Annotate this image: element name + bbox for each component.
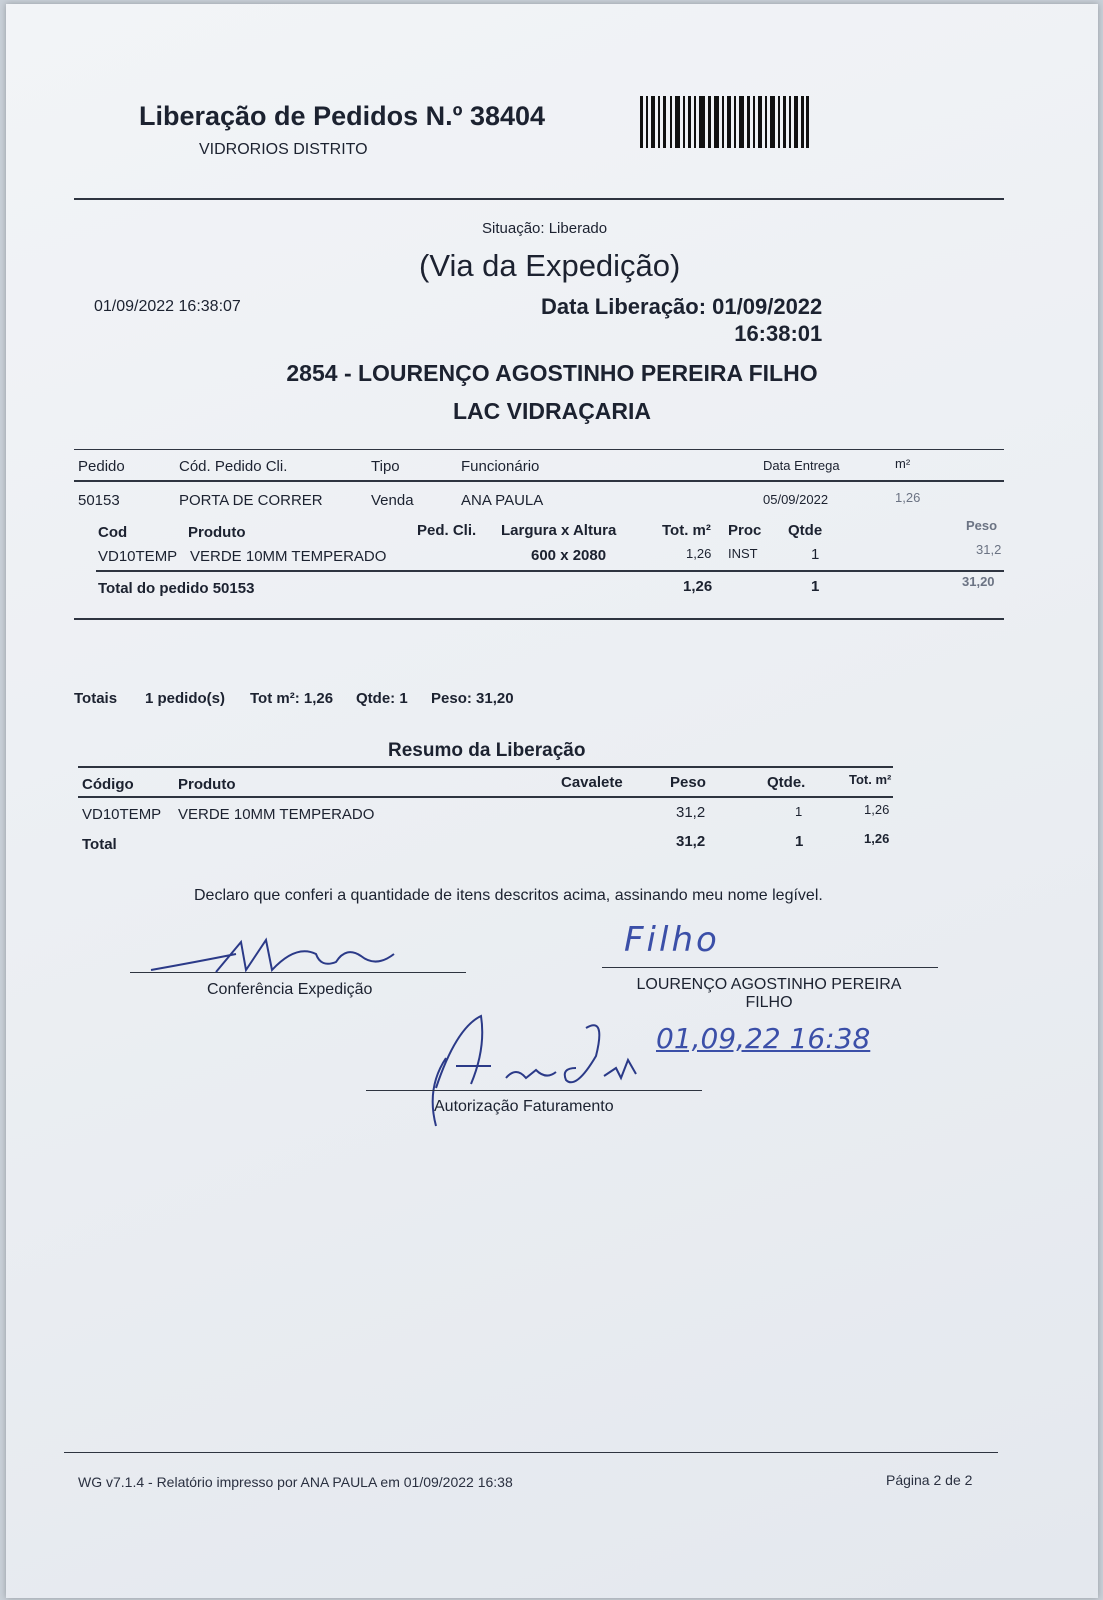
col-header-pedido: Pedido <box>78 458 125 475</box>
pedido-total-m2: 1,26 <box>683 578 713 595</box>
resumo-header-peso: Peso <box>670 774 706 791</box>
customer-company: LAC VIDRAÇARIA <box>452 398 652 424</box>
pedido-total-qtde: 1 <box>811 578 820 595</box>
handwritten-name: Filho <box>624 920 720 960</box>
col-header-data-entrega: Data Entrega <box>763 458 840 473</box>
copy-type: (Via da Expedição) <box>419 248 681 283</box>
header-underline <box>74 480 1004 482</box>
totais-m2: Tot m²: 1,26 <box>250 690 334 707</box>
table-bottom-line <box>74 618 1004 620</box>
item-header-peso: Peso <box>966 518 998 533</box>
declaration-text: Declaro que conferi a quantidade de itens descritos acima, assinando meu nome legível. <box>194 887 823 904</box>
totais-pedidos: 1 pedido(s) <box>145 690 226 707</box>
footer-divider <box>64 1452 998 1453</box>
item-header-proc: Proc <box>728 522 762 539</box>
totais-peso: Peso: 31,20 <box>431 690 514 707</box>
company-name: VIDRORIOS DISTRITO <box>199 141 368 158</box>
pedido-m2: 1,26 <box>895 490 921 505</box>
table-top-line <box>74 449 1004 450</box>
col-header-m2: m² <box>895 456 911 471</box>
pedido-number: 50153 <box>78 492 120 509</box>
status-text: Situação: Liberado <box>482 220 608 237</box>
item-header-produto: Produto <box>188 524 246 541</box>
item-header-ped-cli: Ped. Cli. <box>417 522 477 539</box>
pedido-total-peso: 31,20 <box>962 574 995 589</box>
resumo-total-peso: 31,2 <box>676 833 706 850</box>
footer-page-number: Página 2 de 2 <box>886 1472 973 1488</box>
item-header-qtde: Qtde <box>788 522 823 539</box>
item-total-line <box>96 570 1004 572</box>
resumo-row-produto: VERDE 10MM TEMPERADO <box>178 806 375 823</box>
resumo-header-codigo: Código <box>82 776 134 793</box>
item-qtde: 1 <box>811 546 820 563</box>
col-header-cod-pedido-cli: Cód. Pedido Cli. <box>179 458 288 475</box>
item-header-cod: Cod <box>98 524 128 541</box>
document-title: Liberação de Pedidos N.º 38404 <box>139 101 546 131</box>
col-header-funcionario: Funcionário <box>461 458 540 475</box>
cliente-label-line2: FILHO <box>745 994 793 1011</box>
resumo-header-underline <box>78 796 893 798</box>
item-tot-m2: 1,26 <box>686 546 712 561</box>
resumo-row-tot-m2: 1,26 <box>864 802 890 817</box>
release-date <box>541 293 822 347</box>
item-largura-altura: 600 x 2080 <box>531 547 607 564</box>
header-divider <box>74 198 1004 200</box>
resumo-row-codigo: VD10TEMP <box>82 806 162 823</box>
resumo-header-cavalete: Cavalete <box>561 774 623 791</box>
handwritten-date: 01,09,22 16:38 <box>656 1022 871 1055</box>
release-date-label: Data Liberação: 01/09/2022 <box>541 294 823 319</box>
autorizacao-label: Autorização Faturamento <box>434 1098 614 1115</box>
customer-name: 2854 - LOURENÇO AGOSTINHO PEREIRA FILHO <box>286 360 818 386</box>
customer-block <box>6 354 1098 430</box>
document-page <box>6 4 1098 1598</box>
cliente-label-line1: LOURENÇO AGOSTINHO PEREIRA <box>636 976 902 993</box>
resumo-total-qtde: 1 <box>795 833 804 850</box>
cliente-label <box>624 976 914 1012</box>
footer-printed-by: WG v7.1.4 - Relatório impresso por ANA PAULA em 01/09/2022 16:38 <box>78 1474 513 1490</box>
autorizacao-signature-line <box>366 1090 702 1091</box>
item-peso: 31,2 <box>976 542 1002 557</box>
pedido-total-label: Total do pedido 50153 <box>98 580 255 597</box>
pedido-tipo: Venda <box>371 492 414 509</box>
cod-pedido-cli: PORTA DE CORRER <box>179 492 323 509</box>
item-proc: INST <box>728 546 758 561</box>
totais-qtde: Qtde: 1 <box>356 690 408 707</box>
conferencia-label: Conferência Expedição <box>207 981 373 998</box>
conferencia-signature <box>146 934 406 976</box>
cliente-signature-line <box>602 967 938 968</box>
resumo-row-peso: 31,2 <box>676 804 706 821</box>
item-header-tot-m2: Tot. m² <box>662 522 711 539</box>
barcode <box>640 96 810 148</box>
resumo-header-qtde: Qtde. <box>767 774 806 791</box>
resumo-row-qtde: 1 <box>795 804 803 819</box>
resumo-header-tot-m2: Tot. m² <box>849 772 892 787</box>
resumo-title: Resumo da Liberação <box>388 740 586 761</box>
print-datetime: 01/09/2022 16:38:07 <box>94 298 241 315</box>
item-header-largura-altura: Largura x Altura <box>501 522 617 539</box>
release-time: 16:38:01 <box>734 321 823 346</box>
pedido-data-entrega: 05/09/2022 <box>763 492 829 507</box>
totais-label: Totais <box>74 690 118 707</box>
resumo-total-label: Total <box>82 836 117 853</box>
item-cod: VD10TEMP <box>98 548 178 565</box>
col-header-tipo: Tipo <box>371 458 400 475</box>
resumo-total-tot-m2: 1,26 <box>864 831 890 846</box>
item-produto: VERDE 10MM TEMPERADO <box>190 548 387 565</box>
pedido-funcionario: ANA PAULA <box>461 492 544 509</box>
resumo-top-line <box>78 766 893 768</box>
resumo-header-produto: Produto <box>178 776 236 793</box>
